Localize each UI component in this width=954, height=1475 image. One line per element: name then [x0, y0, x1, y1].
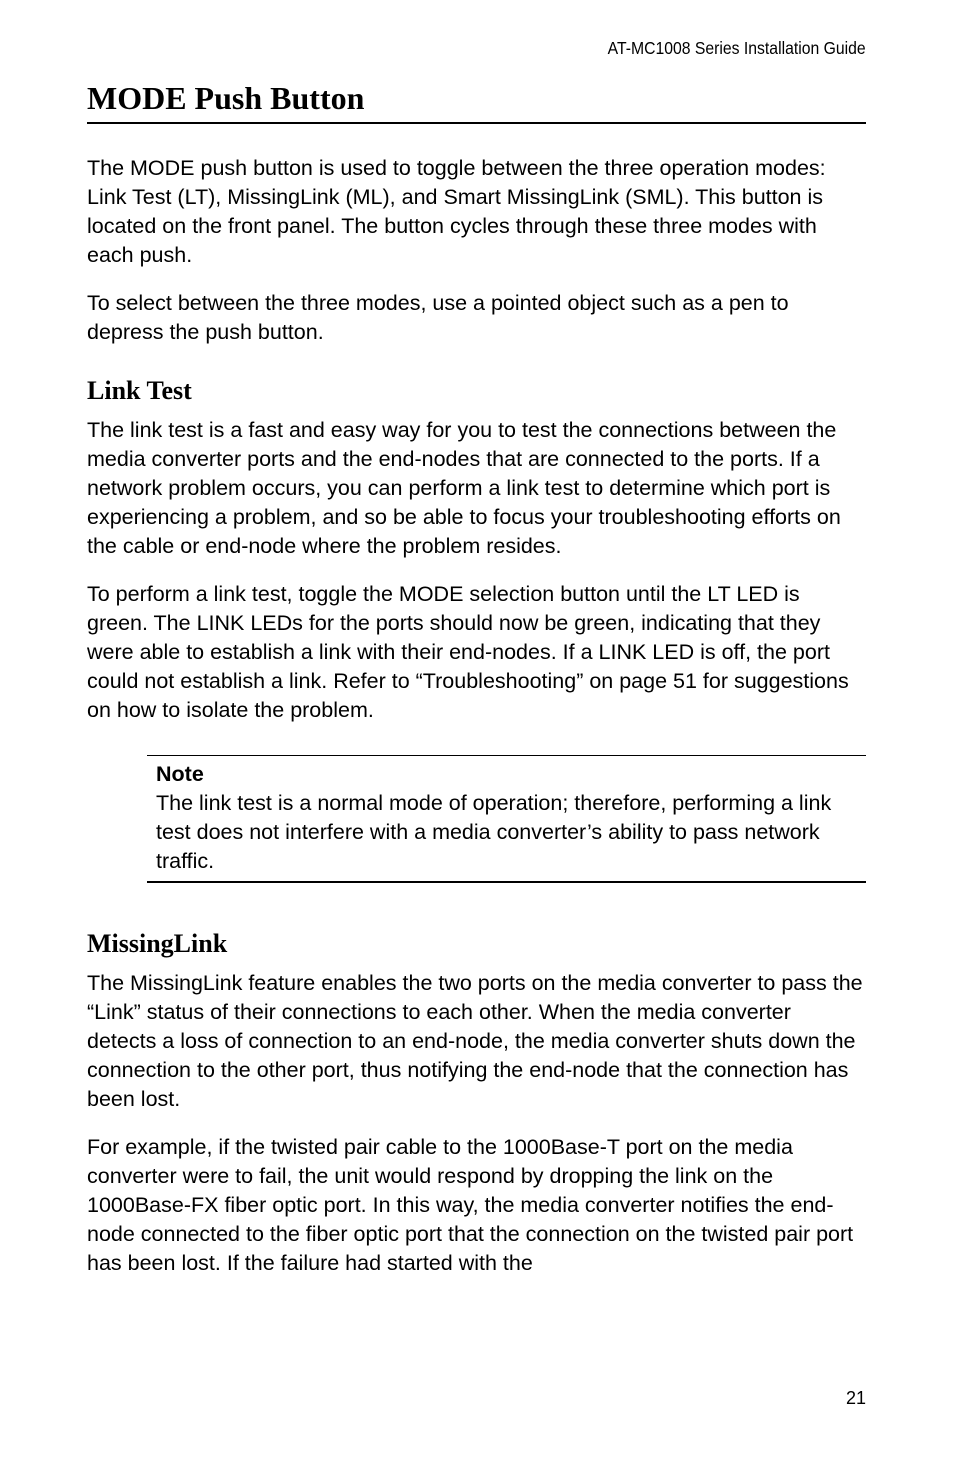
running-header: AT-MC1008 Series Installation Guide [608, 38, 866, 58]
link-test-paragraph: To perform a link test, toggle the MODE selection button until the LT LED is green. The LINK LEDs for the ports should now be green, indicating that they were able to establish a link with their end-nodes. If a LINK LED is off, the port could not establish a link. Refer to “Troubleshooting” on page 51 for suggestions on how to isolate the problem. [87, 582, 849, 722]
missinglink-paragraph: The MissingLink feature enables the two ports on the media converter to pass the “Link” status of their connections to each other. When the media converter detects a loss of connection to an end-node, the media converter shuts down the connection to the other port, thus notifying the end-node that the connection has been lost. [87, 971, 863, 1111]
page-title: MODE Push Button [87, 78, 866, 124]
missinglink-paragraph: For example, if the twisted pair cable to the 1000Base-T port on the media converter were to fail, the unit would respond by dropping the link on the 1000Base-FX fiber optic port. In this way, the media converter notifies the end-node connected to the fiber optic port that the connection on the twisted pair port has been lost. If the failure had started with the [87, 1135, 854, 1275]
page-number: 21 [845, 1388, 866, 1408]
note-text: The link test is a normal mode of operation; therefore, performing a link test does not interfere with a media converter’s ability to pass network traffic. [156, 791, 832, 873]
link-test-paragraph: The link test is a fast and easy way for you to test the connections between the media converter ports and the end-nodes that are connected to the ports. If a network problem occurs, you can perform a link test to determine which port is experiencing a problem, and so be able to focus your troubleshooting efforts on the cable or end-node where the problem resides. [87, 418, 841, 558]
intro-paragraph: To select between the three modes, use a pointed object such as a pen to depress the push button. [87, 291, 789, 344]
page-content [87, 154, 866, 1297]
note-label: Note [156, 762, 204, 786]
section-heading-missinglink: MissingLink [87, 929, 228, 958]
note-box [147, 755, 866, 883]
intro-paragraph: The MODE push button is used to toggle between the three operation modes: Link Test (LT), MissingLink (ML), and Smart MissingLink (SML). This button is located on the front panel. The button cycles through these three modes with each push. [87, 156, 826, 267]
section-heading-link-test: Link Test [87, 376, 192, 405]
